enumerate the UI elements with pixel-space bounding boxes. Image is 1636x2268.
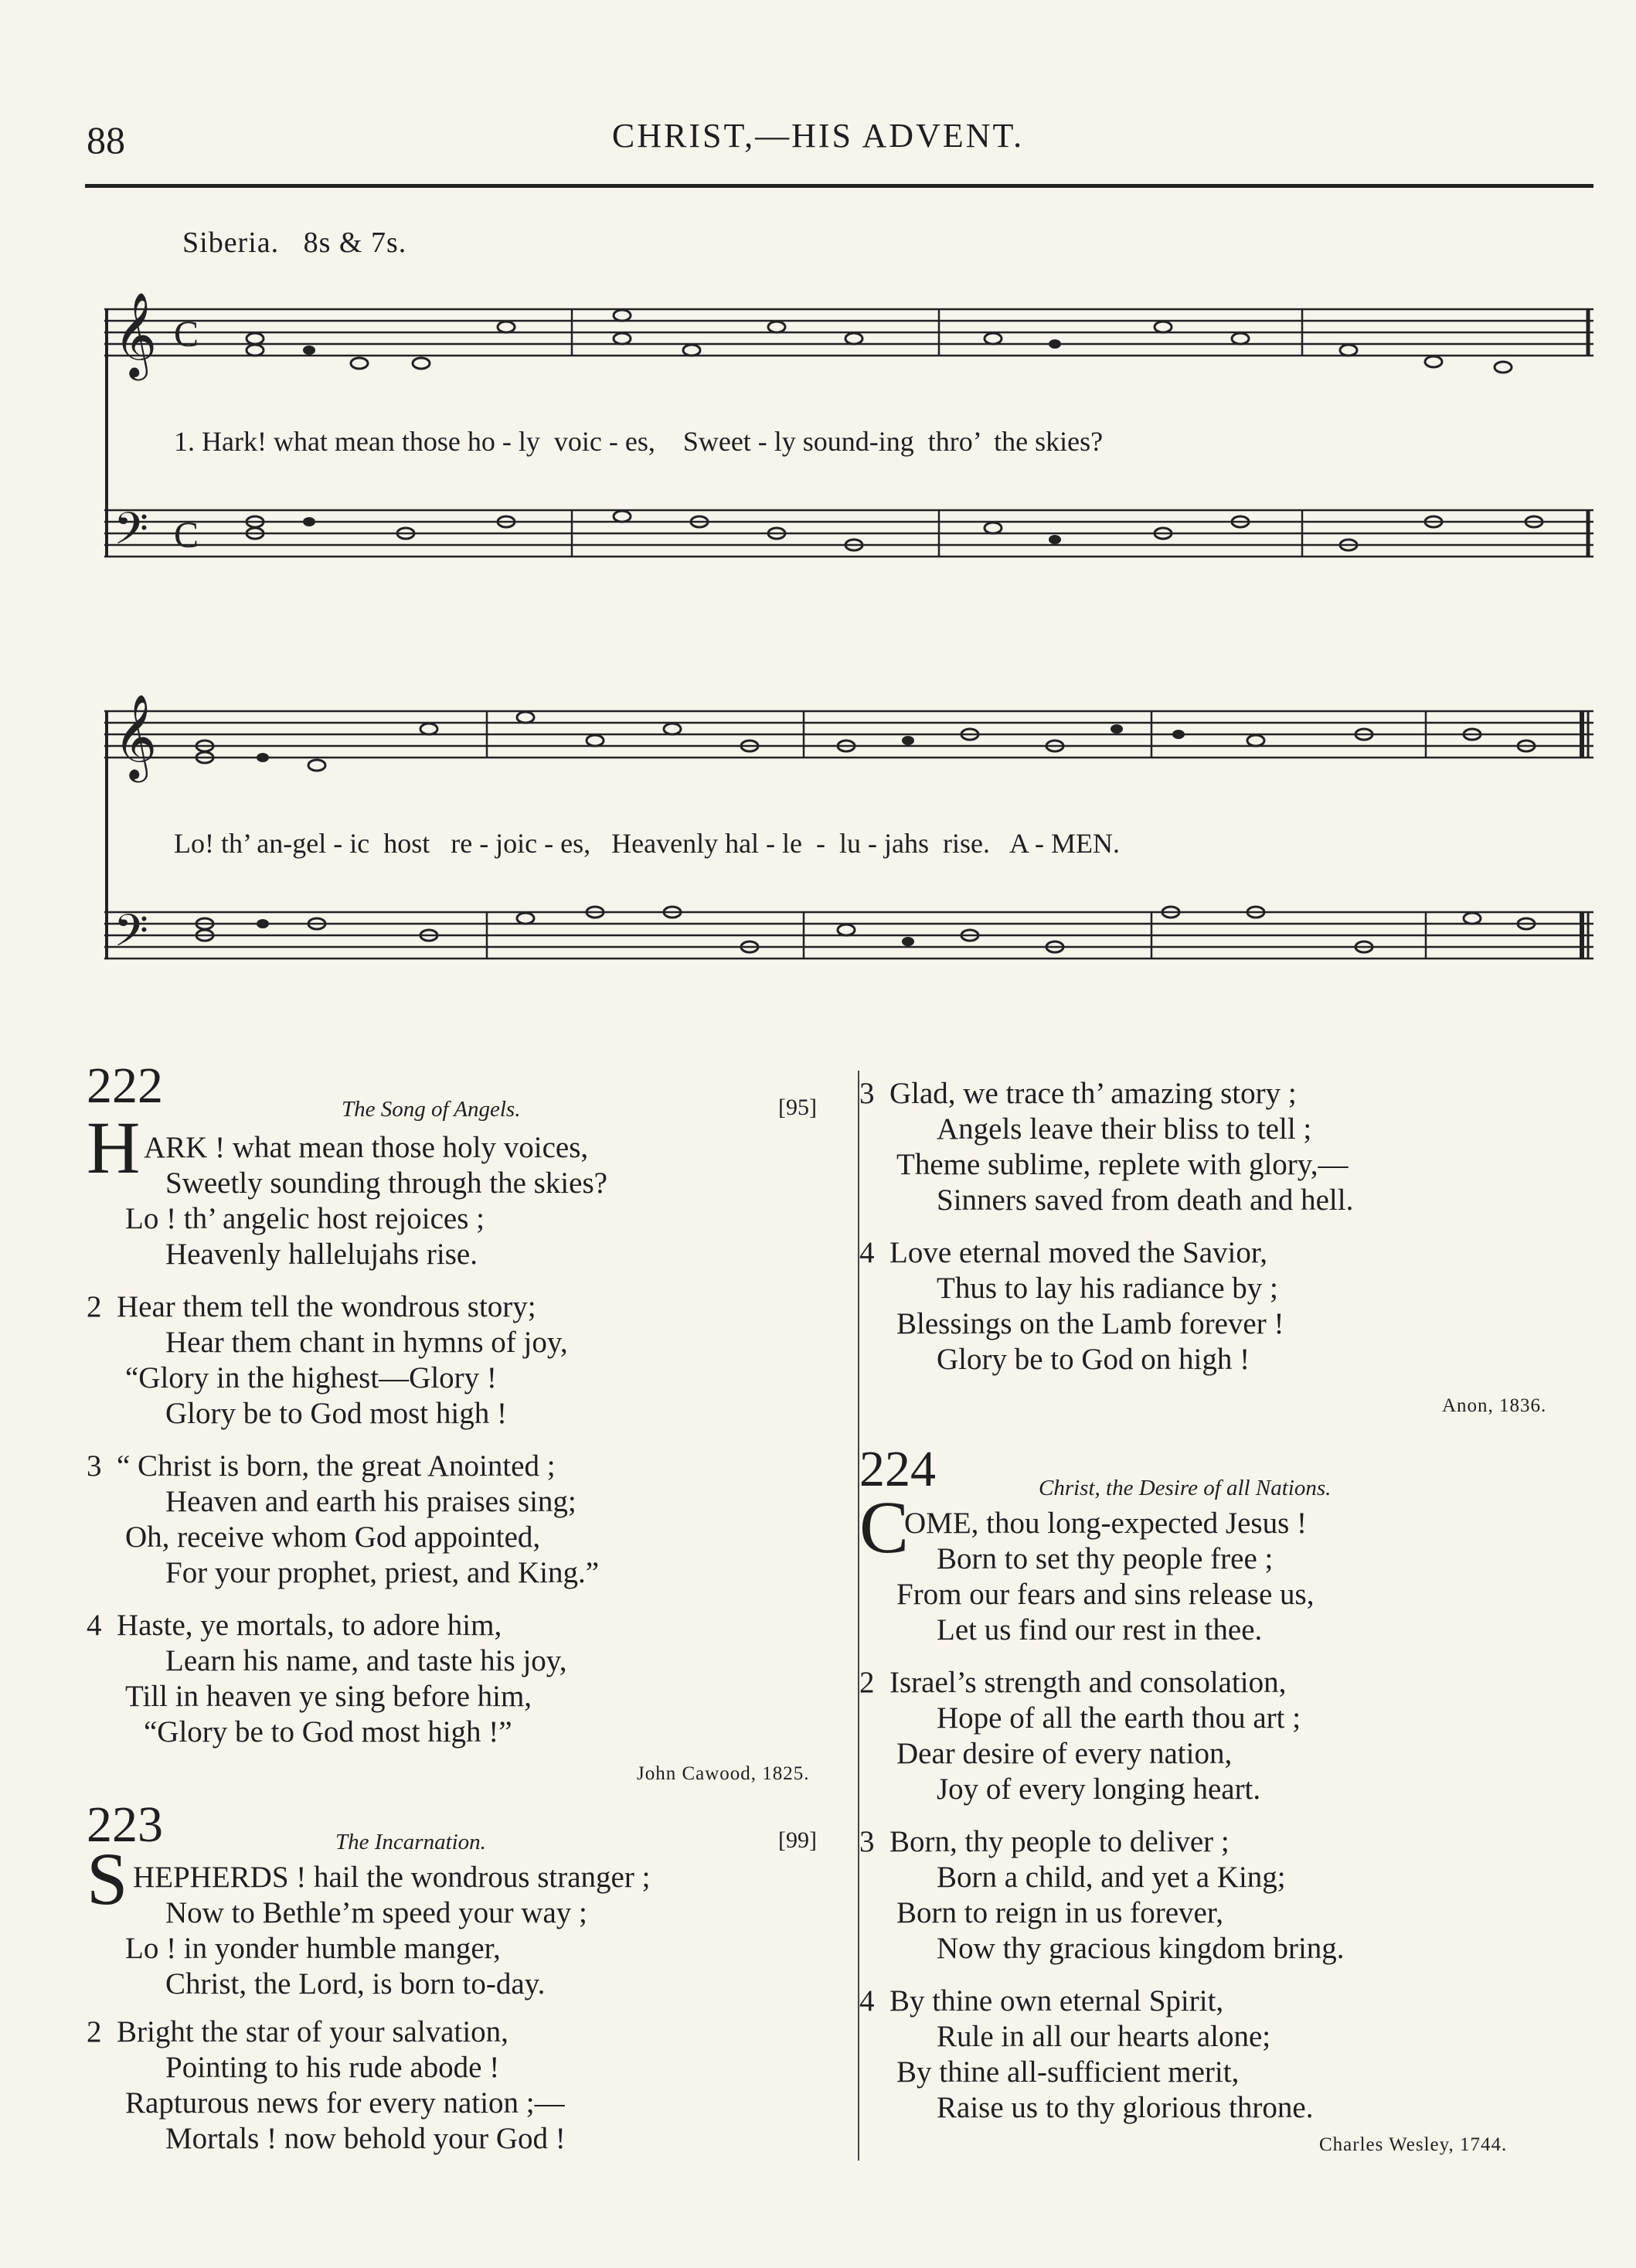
stanza-line: By thine all-sufficient merit, — [896, 2055, 1240, 2089]
stanza-line: 3 “ Christ is born, the great Anointed ; — [87, 1449, 556, 1483]
stanza-line: Glory be to God most high ! — [165, 1397, 507, 1430]
stanza-line: Theme sublime, replete with glory,— — [896, 1148, 1349, 1181]
hymn-223-continued — [859, 1076, 1601, 1416]
stanza-line: Pointing to his rude abode ! — [165, 2051, 500, 2084]
svg-text:𝄢: 𝄢 — [114, 908, 149, 967]
stanza-line: 2 Israel’s strength and consolation, — [859, 1666, 1287, 1699]
music-system-1 — [104, 286, 1593, 611]
svg-text:𝄢: 𝄢 — [114, 506, 149, 565]
hymn-224 — [859, 1441, 1601, 2171]
stanza-line: Heaven and earth his praises sing; — [165, 1485, 577, 1518]
stanza-line: 2 Bright the star of your salvation, — [87, 2015, 508, 2048]
stanza-line: Mortals ! now behold your God ! — [165, 2122, 566, 2155]
music-system-2 — [104, 680, 1593, 1005]
drop-cap: C — [859, 1486, 910, 1568]
stanza-line: OME, thou long-expected Jesus ! — [904, 1507, 1307, 1540]
stanza-line: 3 Born, thy people to deliver ; — [859, 1825, 1230, 1858]
stanza-line: From our fears and sins release us, — [896, 1578, 1315, 1611]
stanza-line: Oh, receive whom God appointed, — [125, 1521, 541, 1554]
stanza-line: 3 Glad, we trace th’ amazing story ; — [859, 1077, 1297, 1110]
page-number: 88 — [87, 118, 125, 162]
stanza-line: Thus to lay his radiance by ; — [937, 1272, 1278, 1305]
svg-text:𝄞: 𝄞 — [114, 294, 158, 376]
stanza-line: Angels leave their bliss to tell ; — [937, 1112, 1312, 1146]
stanza-line: Now thy gracious kingdom bring. — [937, 1932, 1345, 1965]
stanza-line: 4 By thine own eternal Spirit, — [859, 1984, 1224, 2018]
hymn-title: The Song of Angels. — [342, 1097, 521, 1122]
hymn-credit: Charles Wesley, 1744. — [1319, 2134, 1508, 2155]
lyric-line-1: 1. Hark! what mean those ho - ly voic - es, Sweet - ly sound-ing thro’ the skies? — [174, 426, 1104, 457]
stanza-line: 2 Hear them tell the wondrous story; — [87, 1290, 536, 1323]
hymn-credit: John Cawood, 1825. — [637, 1763, 810, 1784]
stanza-line: Sinners saved from death and hell. — [937, 1183, 1354, 1217]
svg-text:𝄞: 𝄞 — [114, 696, 158, 778]
tune-name: Siberia. — [182, 226, 280, 259]
stanza-line: “Glory be to God most high !” — [144, 1715, 512, 1749]
lyric-line-2: Lo! th’ an-gel - ic host re - joic - es, Heavenly hal - le - lu - jahs rise. A - MEN. — [174, 828, 1120, 859]
drop-cap: S — [87, 1837, 128, 1920]
stanza-line: Hear them chant in hymns of joy, — [165, 1326, 568, 1359]
stanza-line: Now to Bethle’m speed your way ; — [165, 1896, 587, 1929]
hymn-number: 222 — [87, 1057, 163, 1114]
svg-text:C: C — [174, 314, 199, 355]
stanza-line: Joy of every longing heart. — [937, 1773, 1261, 1806]
stanza-line: Born a child, and yet a King; — [937, 1861, 1286, 1894]
stanza-line: Rapturous news for every nation ;— — [125, 2086, 565, 2120]
stanza-line: Learn his name, and taste his joy, — [165, 1644, 567, 1677]
stanza-line: Born to reign in us forever, — [896, 1896, 1224, 1929]
stanza-line: ARK ! what mean those holy voices, — [144, 1131, 589, 1164]
stanza-line: Hope of all the earth thou art ; — [937, 1701, 1301, 1735]
stanza-line: Glory be to God on high ! — [937, 1343, 1250, 1376]
hymn-222 — [87, 1057, 828, 1787]
stanza-line: Lo ! in yonder humble manger, — [125, 1932, 501, 1965]
header-rule — [85, 184, 1593, 188]
hymn-number: 224 — [859, 1441, 936, 1497]
stanza-line: Till in heaven ye sing before him, — [125, 1680, 532, 1713]
stanza-line: HEPHERDS ! hail the wondrous stranger ; — [133, 1861, 651, 1894]
hymn-223 — [87, 1796, 828, 2171]
stanza-line: Blessings on the Lamb forever ! — [896, 1307, 1284, 1340]
hymn-ref: [99] — [778, 1827, 817, 1853]
stanza-line: “Glory in the highest—Glory ! — [125, 1361, 497, 1395]
hymn-number: 223 — [87, 1796, 163, 1853]
hymn-title: Christ, the Desire of all Nations. — [1039, 1476, 1332, 1500]
stanza-line: Raise us to thy glorious throne. — [937, 2091, 1314, 2124]
tune-info — [182, 226, 406, 260]
running-head: CHRIST,—HIS ADVENT. — [611, 117, 1025, 155]
hymn-credit: Anon, 1836. — [1442, 1395, 1547, 1416]
svg-text:C: C — [174, 515, 199, 556]
hymn-ref: [95] — [778, 1095, 817, 1120]
stanza-line: Sweetly sounding through the skies? — [165, 1166, 607, 1200]
stanza-line: Heavenly hallelujahs rise. — [165, 1238, 478, 1271]
hymn-title: The Incarnation. — [335, 1830, 486, 1854]
stanza-line: Dear desire of every nation, — [896, 1737, 1233, 1770]
stanza-line: 4 Love eternal moved the Savior, — [859, 1236, 1268, 1269]
stanza-line: For your prophet, priest, and King.” — [165, 1556, 600, 1589]
stanza-line: Lo ! th’ angelic host rejoices ; — [125, 1202, 485, 1235]
stanza-line: Christ, the Lord, is born to-day. — [165, 1967, 546, 2001]
drop-cap: H — [87, 1106, 141, 1189]
stanza-line: 4 Haste, ye mortals, to adore him, — [87, 1609, 502, 1642]
stanza-line: Born to set thy people free ; — [937, 1542, 1274, 1575]
tune-meter: 8s & 7s. — [303, 226, 407, 259]
stanza-line: Rule in all our hearts alone; — [937, 2020, 1271, 2053]
stanza-line: Let us find our rest in thee. — [937, 1613, 1263, 1647]
